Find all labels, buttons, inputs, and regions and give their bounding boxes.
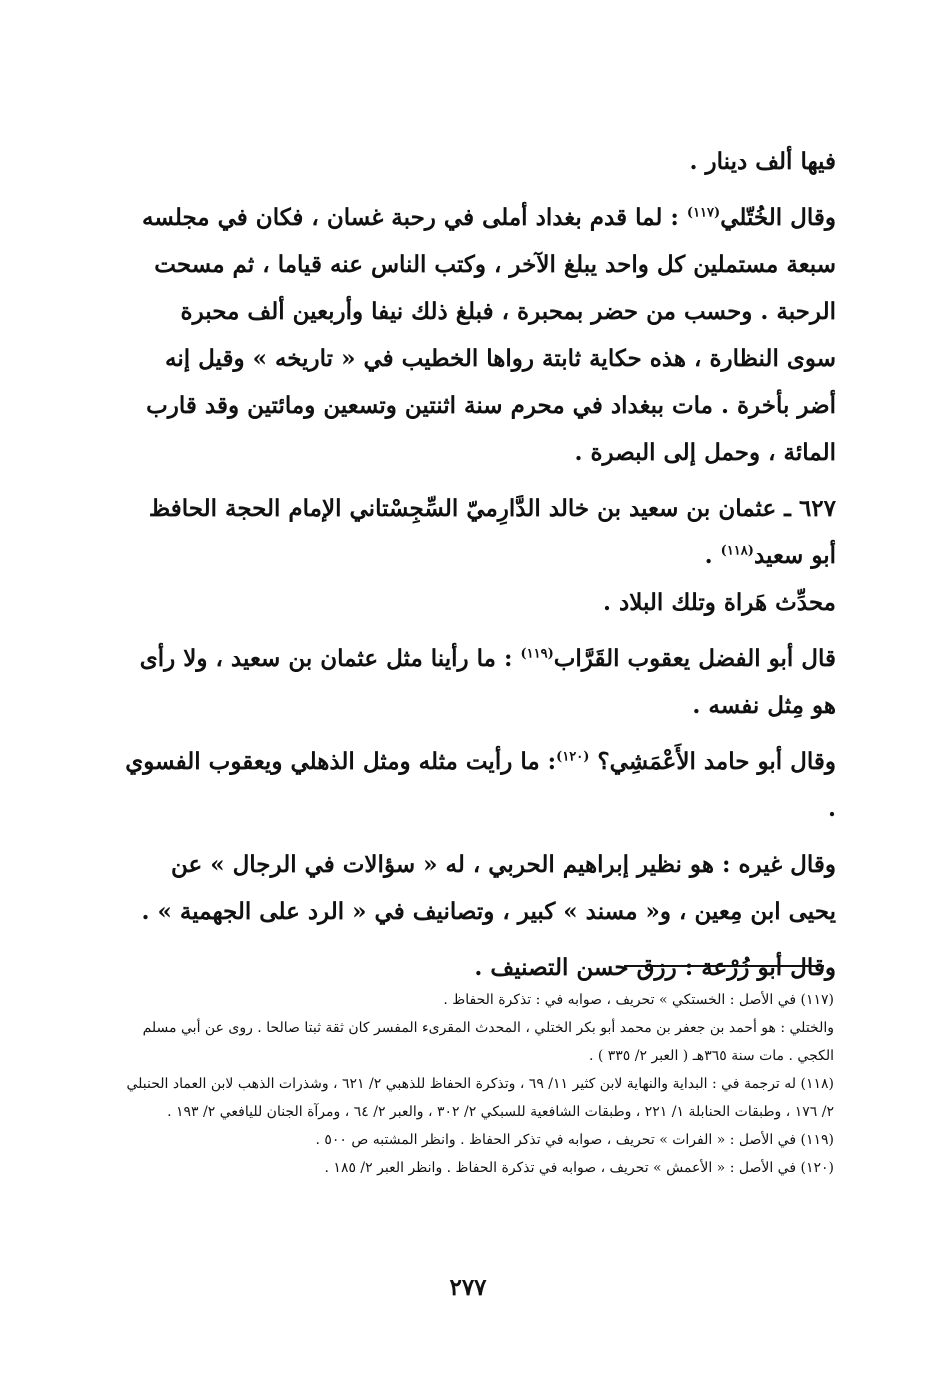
entry-627-title-end: . [704,542,721,569]
paragraph-harbi: وقال غيره : هو نظير إبراهيم الحربي ، له « سؤالات في الرجال » عن يحيى ابن مِعين ، و« مسند » كبير ، وتصانيف في « الرد على الجهمية » . [141,851,836,925]
paragraph-herat: محدِّث هَراة وتلك البلاد . [603,589,836,616]
footnote-118: (١١٨) له ترجمة في : البداية والنهاية لابن كثير ١١/ ٦٩ ، وتذكرة الحفاظ للذهبي ٢/ ٦٢١ ، وشذرات الذهب لابن العماد الحنبلي ٢/ ١٧٦ ، وطبقات الحنابلة ١/ ٢٢١ ، وطبقات الشافعية للسبكي ٢/ ٣٠٢ ، والعبر ٢/ ٦٤ ، ومرآة الجنان لليافعي ٢/ ١٩٣ . [126,1076,834,1120]
paragraph-amashi-start: وقال أبو حامد الأَعْمَشِي؟ [589,748,836,775]
footnotes [124,986,834,1182]
page-number: ٢٧٧ [449,1274,487,1301]
footnote-ref-120: (١٢٠) [556,749,590,765]
entry-627-heading [124,485,836,579]
footnote-117: (١١٧) في الأصل : الخستكي » تحريف ، صوابه في : تذكرة الحفاظ . [443,992,834,1008]
footnote-120: (١٢٠) في الأصل : « الأعمش » تحريف ، صوابه في تذكرة الحفاظ . وانظر العبر ٢/ ١٨٥ . [324,1160,834,1176]
footnote-ref-119: (١١٩) [520,646,554,662]
paragraph-qarrab [124,635,836,729]
paragraph-khuttali-rest: : لما قدم بغداد أملى في رحبة غسان ، فكان في مجلسه سبعة مستملين كل واحد يبلغ الآخر ، وكتب الناس عنه قياما ، ثم مسحت الرحبة . وحسب من حضر بمحبرة ، فبلغ ذلك نيفا وأربعين ألف محبرة سوى النظارة ، هذه حكاية ثابتة رواها الخطيب في « تاريخه » وقيل إنه أضر بأخرة . مات ببغداد في محرم سنة اثنتين وتسعين ومائتين وقد قارب المائة ، وحمل إلى البصرة . [142,204,836,466]
entry-627-title: ٦٢٧ ـ عثمان بن سعيد بن خالد الدَّارِميّ السِّجِسْتاني الإمام الحجة الحافظ أبو سعيد [148,495,836,569]
footnote-119: (١١٩) في الأصل : « الفرات » تحريف ، صوابه في تذكر الحفاظ . وانظر المشتبه ص ٥٠٠ . [315,1132,834,1148]
footnote-117-detail: والختلي : هو أحمد بن جعفر بن محمد أبو بكر الختلي ، المحدث المقرىء المفسر كان ثقة ثبتا صالحا . روى عن أبي مسلم الكجي . مات سنة ٣٦٥هـ ( العبر ٢/ ٣٣٥ ) . [142,1020,834,1064]
paragraph-abu-zura: وقال أبو زُرْعة : رزق حسن التصنيف . [474,954,836,981]
main-text [124,138,836,991]
paragraph-amashi [124,738,836,832]
paragraph-1: فيها ألف دينار . [689,148,836,175]
paragraph-qarrab-rest: : ما رأينا مثل عثمان بن سعيد ، ولا رأى هو مِثل نفسه . [139,645,836,719]
paragraph-amashi-rest: : ما رأيت مثله ومثل الذهلي ويعقوب الفسوي . [125,748,836,822]
footnote-ref-117: (١١٧) [686,205,721,221]
footnote-separator [624,965,824,967]
footnote-ref-118: (١١٨) [720,543,754,559]
paragraph-khuttali [124,194,836,476]
paragraph-khuttali-start: وقال الخُتّلي [720,204,836,231]
paragraph-qarrab-start: قال أبو الفضل يعقوب القَرَّاب [553,645,836,672]
